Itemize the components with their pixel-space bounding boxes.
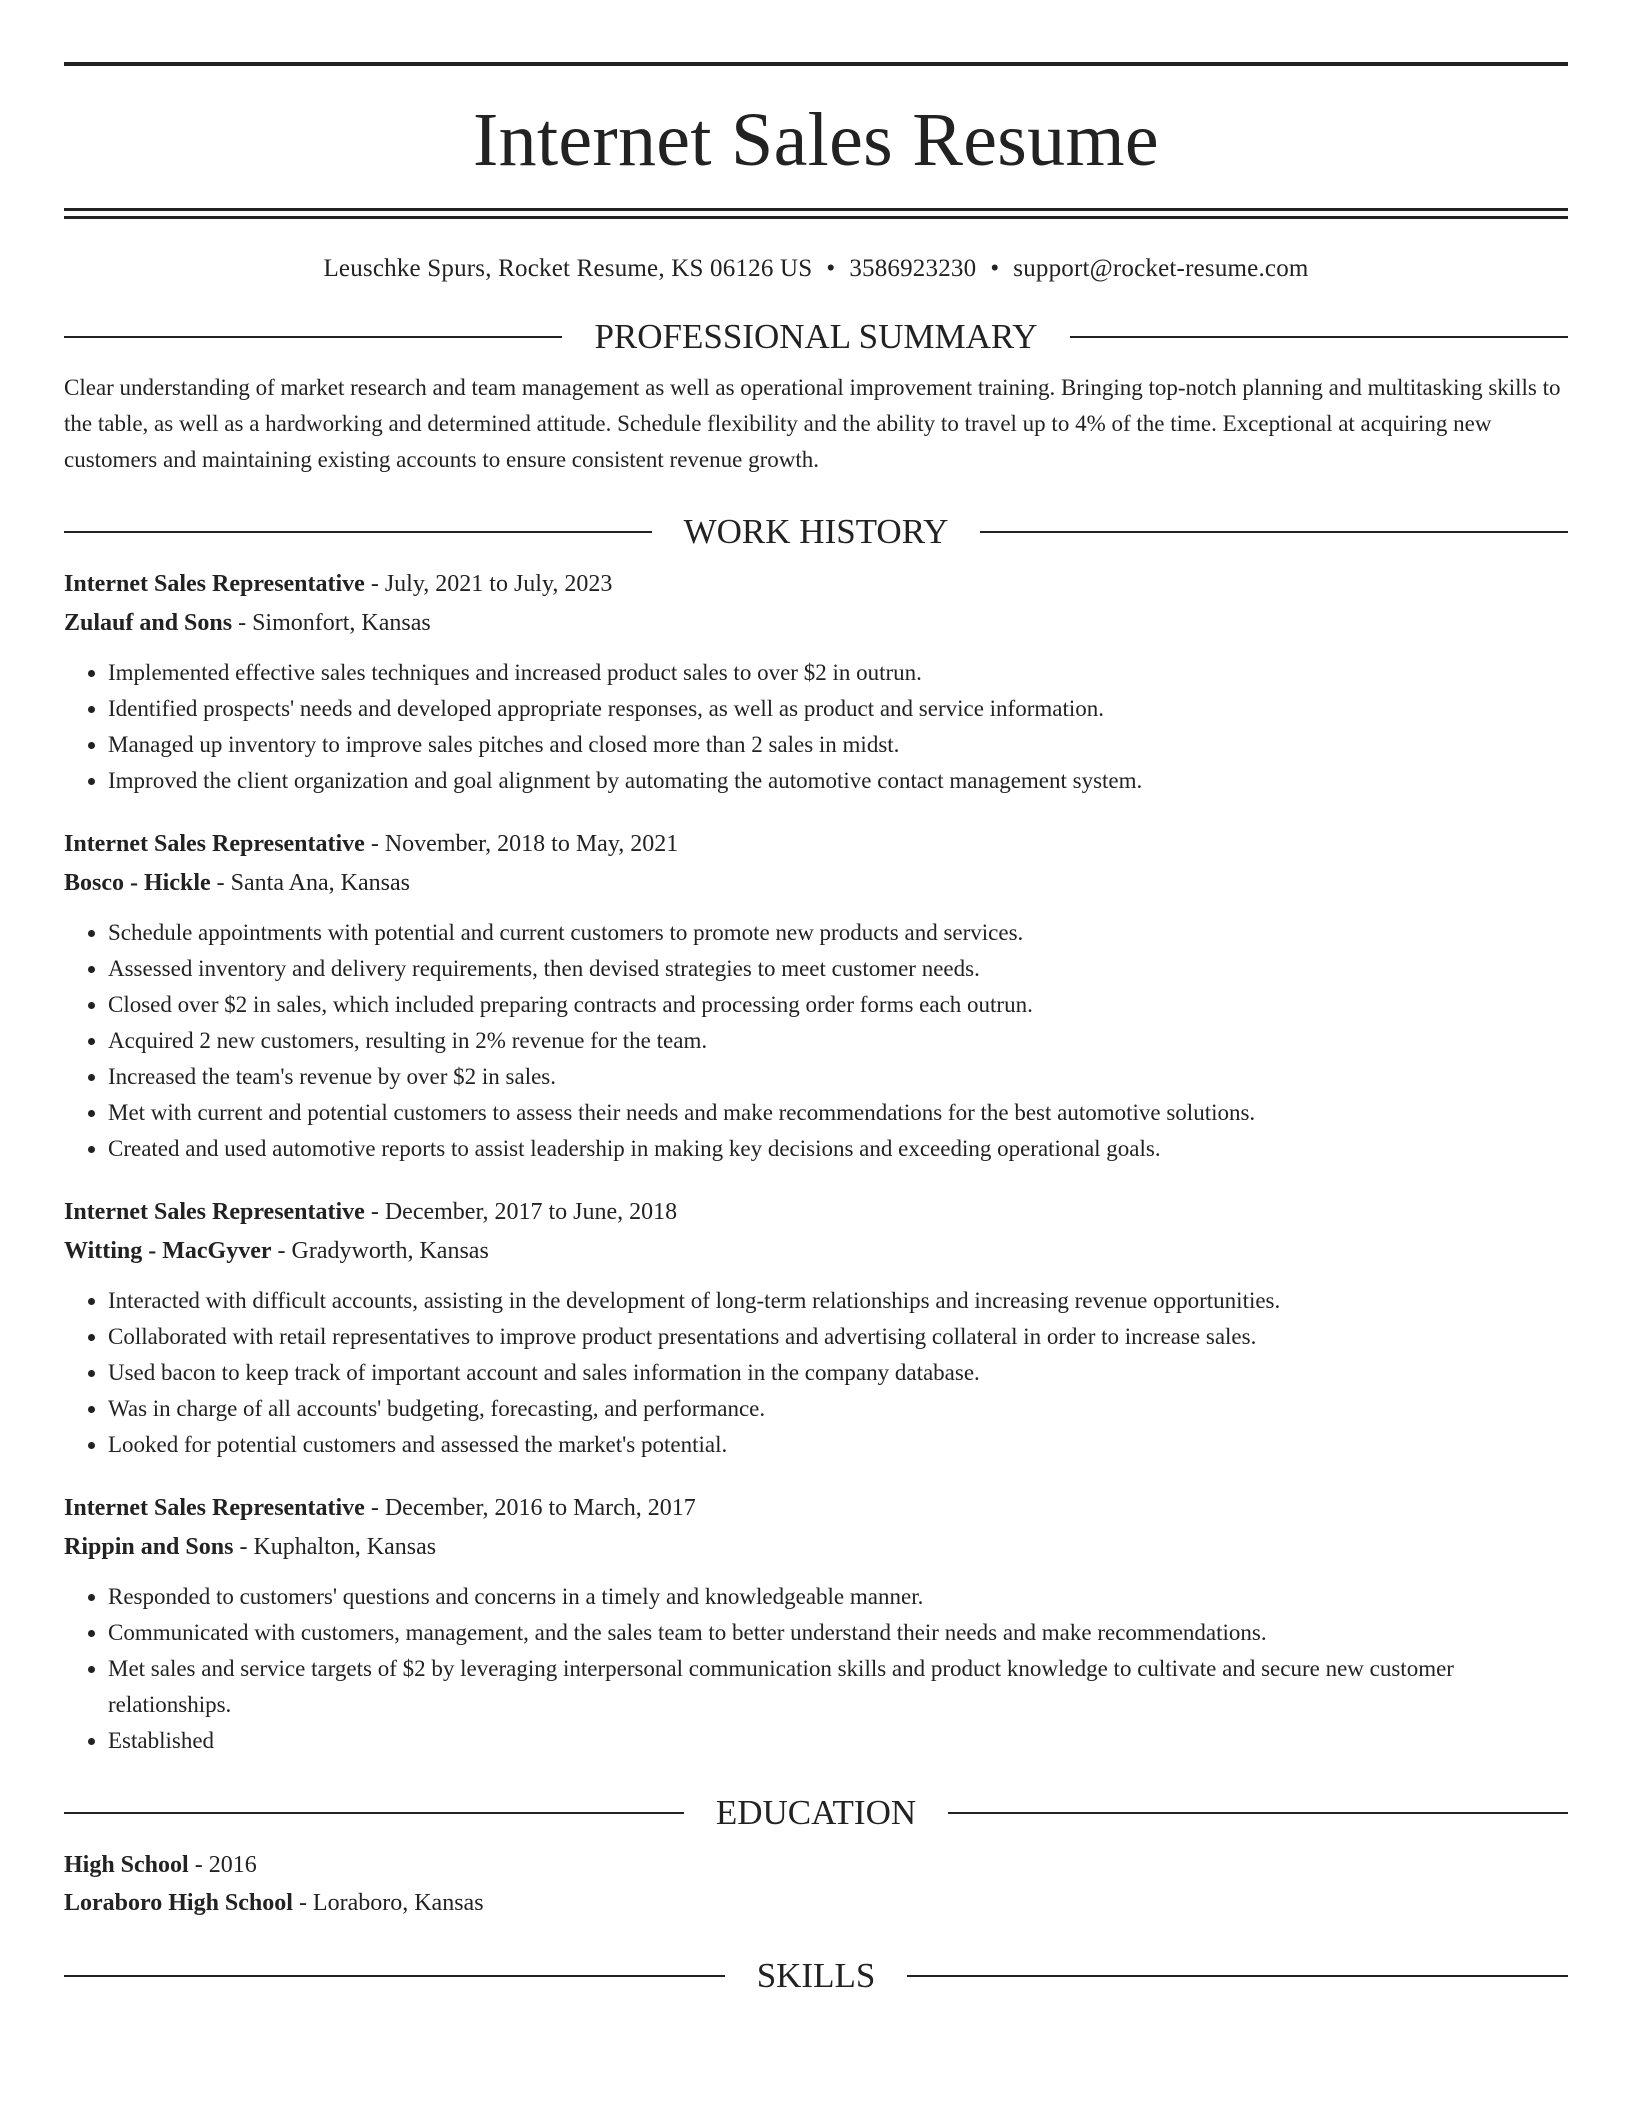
job-company-line	[64, 1232, 1568, 1271]
job-entry	[64, 1489, 1568, 1759]
top-rule	[64, 62, 1568, 66]
resume-page	[64, 0, 1568, 1993]
education-school-line	[64, 1884, 1568, 1922]
job-bullets	[64, 1579, 1568, 1759]
job-company-line	[64, 864, 1568, 903]
job-bullet: • Looked for potential customers and assessed the market's potential.	[108, 1427, 1568, 1463]
skills-section-heading	[64, 1958, 1568, 1993]
job-bullet: • Identified prospects' needs and developed appropriate responses, as well as product and service information.	[108, 691, 1568, 727]
contact-separator: •	[826, 255, 836, 282]
job-bullet: • Interacted with difficult accounts, assisting in the development of long-term relationships and increasing revenue opportunities.	[108, 1283, 1568, 1319]
job-bullet: • Collaborated with retail representatives to improve product presentations and advertising collateral in order to increase sales.	[108, 1319, 1568, 1355]
job-title: Internet Sales Representative	[64, 571, 365, 597]
education-section-heading	[64, 1795, 1568, 1830]
job-bullet: • Created and used automotive reports to assist leadership in making key decisions and exceeding operational goals.	[108, 1131, 1568, 1167]
education-year: - 2016	[188, 1852, 257, 1878]
job-dates: - December, 2017 to June, 2018	[364, 1199, 678, 1225]
job-bullets	[64, 1283, 1568, 1463]
summary-section-heading	[64, 319, 1568, 354]
education-location: - Loraboro, Kansas	[292, 1890, 484, 1916]
job-bullets	[64, 655, 1568, 799]
job-bullet: • Increased the team's revenue by over $2 in sales.	[108, 1059, 1568, 1095]
job-bullet: • Improved the client organization and goal alignment by automating the automotive contact management system.	[108, 763, 1568, 799]
job-bullet: • Met sales and service targets of $2 by leveraging interpersonal communication skills and product knowledge to cultivate and secure new customer relationships.	[108, 1651, 1568, 1723]
job-location: - Simonfort, Kansas	[232, 610, 431, 636]
job-location: - Kuphalton, Kansas	[233, 1534, 437, 1560]
job-entry	[64, 825, 1568, 1167]
work-section-heading	[64, 514, 1568, 549]
job-title: Internet Sales Representative	[64, 1199, 365, 1225]
job-company-line	[64, 604, 1568, 643]
education-school: Loraboro High School	[64, 1890, 293, 1916]
job-bullet: • Closed over $2 in sales, which included preparing contracts and processing order forms each outrun.	[108, 987, 1568, 1023]
contact-address: Leuschke Spurs, Rocket Resume, KS 06126 US	[323, 255, 813, 282]
heading-rule-left	[64, 336, 562, 338]
job-company: Rippin and Sons	[64, 1534, 234, 1560]
skills-heading-label: SKILLS	[756, 1956, 876, 1995]
job-bullet: • Assessed inventory and delivery requirements, then devised strategies to meet customer needs.	[108, 951, 1568, 987]
heading-rule-left	[64, 1812, 684, 1814]
job-dates: - November, 2018 to May, 2021	[364, 831, 679, 857]
resume-title: Internet Sales Resume	[473, 98, 1159, 182]
job-title-line	[64, 825, 1568, 864]
job-title-line	[64, 1193, 1568, 1232]
heading-rule-right	[907, 1975, 1568, 1977]
summary-heading-label: PROFESSIONAL SUMMARY	[594, 317, 1038, 356]
contact-phone: 3586923230	[849, 255, 977, 282]
job-entry	[64, 565, 1568, 799]
job-bullet: • Was in charge of all accounts' budgeting, forecasting, and performance.	[108, 1391, 1568, 1427]
job-location: - Gradyworth, Kansas	[271, 1238, 489, 1264]
job-bullet: • Managed up inventory to improve sales pitches and closed more than 2 sales in midst.	[108, 727, 1568, 763]
job-bullet: • Acquired 2 new customers, resulting in 2% revenue for the team.	[108, 1023, 1568, 1059]
education-heading-label: EDUCATION	[715, 1793, 917, 1832]
job-title: Internet Sales Representative	[64, 831, 365, 857]
job-location: - Santa Ana, Kansas	[210, 870, 410, 896]
job-bullet: • Communicated with customers, management, and the sales team to better understand their needs and make recommendations.	[108, 1615, 1568, 1651]
title-double-rule	[64, 208, 1568, 219]
job-entry	[64, 1193, 1568, 1463]
job-company-line	[64, 1528, 1568, 1567]
job-bullet: • Responded to customers' questions and concerns in a timely and knowledgeable manner.	[108, 1579, 1568, 1615]
heading-rule-left	[64, 531, 652, 533]
job-dates: - July, 2021 to July, 2023	[364, 571, 613, 597]
work-heading-label: WORK HISTORY	[683, 512, 949, 551]
heading-rule-right	[948, 1812, 1568, 1814]
job-bullet: • Schedule appointments with potential and current customers to promote new products and services.	[108, 915, 1568, 951]
job-bullet: • Established	[108, 1723, 1568, 1759]
summary-text: Clear understanding of market research and team management as well as operational improvement training. Bringing top-notch planning and multitasking skills to the table, as well as a hardworking and determined attitude. Schedule flexibility and the ability to travel up to 4% of the time. Exceptional at acquiring new customers and maintaining existing accounts to ensure consistent revenue growth.	[64, 375, 1561, 472]
heading-rule-left	[64, 1975, 725, 1977]
job-dates: - December, 2016 to March, 2017	[364, 1495, 696, 1521]
job-company: Zulauf and Sons	[64, 610, 233, 636]
job-title-line	[64, 565, 1568, 604]
heading-rule-right	[980, 531, 1568, 533]
heading-rule-right	[1070, 336, 1568, 338]
job-bullet: • Used bacon to keep track of important account and sales information in the company database.	[108, 1355, 1568, 1391]
job-company: Witting - MacGyver	[64, 1238, 272, 1264]
contact-line	[64, 255, 1568, 283]
job-title-line	[64, 1489, 1568, 1528]
contact-separator: •	[990, 255, 1000, 282]
contact-email: support@rocket-resume.com	[1013, 255, 1309, 282]
education-degree-line	[64, 1846, 1568, 1884]
job-company: Bosco - Hickle	[64, 870, 211, 896]
job-title: Internet Sales Representative	[64, 1495, 365, 1521]
education-degree: High School	[64, 1852, 189, 1878]
job-bullet: • Implemented effective sales techniques and increased product sales to over $2 in outrun.	[108, 655, 1568, 691]
job-bullets	[64, 915, 1568, 1167]
job-bullet: • Met with current and potential customers to assess their needs and make recommendations for the best automotive solutions.	[108, 1095, 1568, 1131]
